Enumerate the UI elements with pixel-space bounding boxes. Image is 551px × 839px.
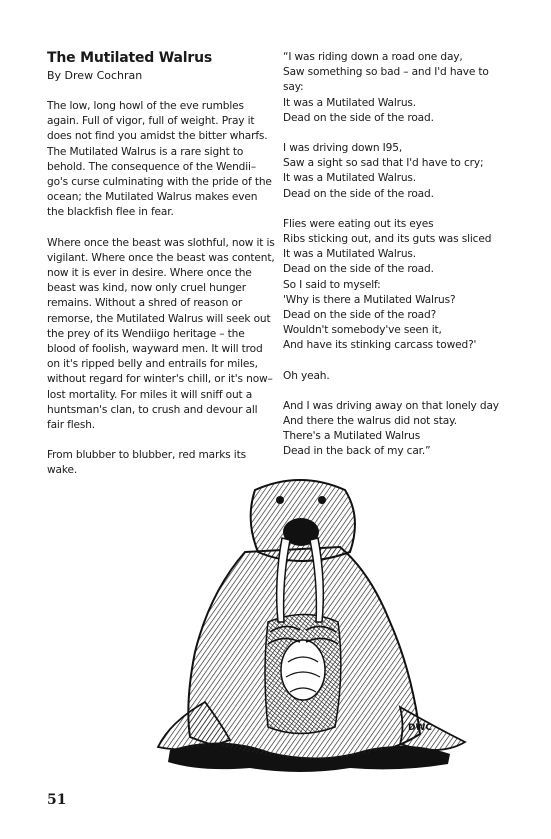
- poem-line: “I was riding down a road one day,: [283, 51, 463, 63]
- poem-line: Saw something so bad – and I'd have to: [283, 66, 489, 79]
- poem-line: Ribs sticking out, and its guts was sliced: [283, 233, 492, 246]
- poem-line: It was a Mutilated Walrus.: [283, 248, 416, 261]
- poem-line: Dead in the back of my car.”: [283, 445, 431, 458]
- paragraph: From blubber to blubber, red marks its wake.: [47, 449, 246, 477]
- poem-line: Oh yeah.: [283, 369, 330, 382]
- poem-line: Dead on the side of the road?: [283, 309, 437, 322]
- poem-line: It was a Mutilated Walrus.: [283, 96, 416, 109]
- poem-stanza: [283, 217, 511, 354]
- poem-line: Wouldn't somebody've seen it,: [283, 324, 442, 337]
- poem-line: So I said to myself:: [283, 278, 381, 291]
- poem-line: I was driving down I95,: [283, 142, 403, 155]
- byline: By Drew Cochran: [47, 69, 143, 82]
- poem-stanza: [283, 369, 511, 384]
- poem-line: Flies were eating out its eyes: [283, 217, 434, 230]
- walrus-eye-right: [318, 496, 326, 504]
- poem-line: And there the walrus did not stay.: [283, 415, 457, 428]
- poem-stanza: [283, 399, 511, 460]
- poem: [283, 50, 511, 475]
- paragraph: The low, long howl of the eve rumbles again. Full of vigor, full of weight. Pray it does not find you amidst the bitter wharfs. The Mutilated Walrus is a rare sight to behold. The consequence of the Wendii–go's curse culminating with the pride of the ocean; the Mutilated Walrus makes even the blackfish flee in fear.: [47, 100, 272, 219]
- poem-line: There's a Mutilated Walrus: [283, 430, 421, 443]
- poem-stanza: [283, 50, 511, 126]
- poem-line: It was a Mutilated Walrus.: [283, 172, 416, 185]
- poem-line: Dead on the side of the road.: [283, 263, 434, 276]
- poem-line: 'Why is there a Mutilated Walrus?: [283, 293, 456, 306]
- poem-line: Saw a sight so sad that I'd have to cry;: [283, 157, 484, 170]
- walrus-entrails: [281, 640, 325, 700]
- artist-signature: DWC: [408, 723, 433, 733]
- poem-line: Dead on the side of the road.: [283, 187, 434, 200]
- paragraph: Where once the beast was slothful, now it is vigilant. Where once the beast was content, now it is ever in desire. Where once the beast was kind, now only cruel hunger remains. Without a shred of reason or remorse, the Mutilated Walrus will seek out the prey of its Wendiigo heritage – the blood of foolish, wayward men. It will trod on it's ripped belly and entrails for miles, without regard for winter's chill, or it's now–lost mortality. For miles it will sniff out a huntsman's clan, to crush and devour all fair flesh.: [47, 236, 275, 432]
- poem-line: And have its stinking carcass towed?': [283, 339, 477, 352]
- left-column: [47, 50, 275, 494]
- page-number: 51: [47, 792, 67, 808]
- poem-stanza: [283, 141, 511, 202]
- poem-line: Dead on the side of the road.: [283, 111, 434, 124]
- walrus-eye-left: [276, 496, 284, 504]
- walrus-illustration: [150, 472, 470, 782]
- article-title: The Mutilated Walrus: [47, 50, 212, 66]
- poem-line: say:: [283, 81, 304, 94]
- poem-line: And I was driving away on that lonely day: [283, 399, 499, 412]
- article-body: [47, 99, 275, 479]
